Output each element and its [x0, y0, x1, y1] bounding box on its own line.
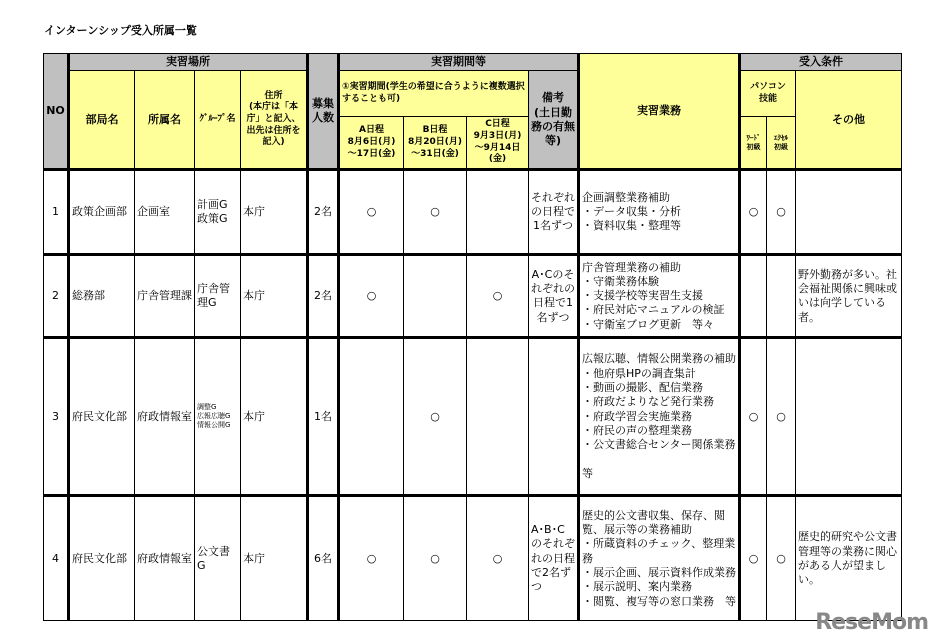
cell-c	[467, 338, 529, 496]
table-row	[44, 255, 902, 338]
cell-word: ○	[740, 496, 767, 621]
header-recruit: 募集人数	[308, 54, 339, 170]
header-accept-group: 受入条件	[740, 54, 902, 71]
cell-address: 本庁	[241, 170, 308, 255]
header-pc: パソコン 技能	[740, 71, 796, 117]
cell-remarks: A･Cのそれぞれの日程で1名ずつ	[529, 255, 579, 338]
cell-work: 庁舎管理業務の補助 ・守衛業務体験 ・支援学校等実習生支援 ・府民対応マニュアルの検証 ・守衛室ブログ更新 等々	[579, 255, 740, 338]
header-group: ｸﾞﾙｰﾌﾟ名	[195, 71, 241, 170]
cell-recruit: 6名	[308, 496, 339, 621]
cell-address: 本庁	[241, 496, 308, 621]
header-no: NO	[44, 54, 69, 170]
cell-other: 野外勤務が多い。社会福祉関係に興味或いは向学している者。	[796, 255, 902, 338]
cell-c	[467, 170, 529, 255]
cell-c: ○	[467, 255, 529, 338]
internship-table	[43, 53, 902, 621]
header-period-note: ①実習期間(学生の希望に合うように複数選択することも可)	[339, 71, 529, 117]
cell-work: 広報広聴、情報公開業務の補助 ・他府県HPの調査集計 ・動画の撮影、配信業務 ・府政だよりなど発行業務 ・府政学習会実施業務 ・府民の声の整理業務 ・公文書総合センター関係業務 等	[579, 338, 740, 496]
cell-section: 府政情報室	[135, 338, 195, 496]
cell-b: ○	[404, 170, 467, 255]
cell-section: 府政情報室	[135, 496, 195, 621]
table-row	[44, 170, 902, 255]
cell-address: 本庁	[241, 338, 308, 496]
cell-remarks: それぞれの日程で1名ずつ	[529, 170, 579, 255]
header-c: C日程 9月3日(月) ～9月14日 (金)	[467, 117, 529, 170]
cell-dept: 府民文化部	[69, 496, 135, 621]
cell-word: ○	[740, 170, 767, 255]
table-row	[44, 338, 902, 496]
cell-dept: 府民文化部	[69, 338, 135, 496]
cell-work: 企画調整業務補助 ・データ収集・分析 ・資料収集・整理等	[579, 170, 740, 255]
cell-recruit: 1名	[308, 338, 339, 496]
cell-b	[404, 255, 467, 338]
cell-group: 庁舎管理G	[195, 255, 241, 338]
page-title: インターンシップ受入所属一覧	[44, 24, 197, 37]
cell-address: 本庁	[241, 255, 308, 338]
header-a: A日程 8月6日(月) ～17日(金)	[339, 117, 404, 170]
cell-b: ○	[404, 338, 467, 496]
cell-a: ○	[339, 496, 404, 621]
cell-a: ○	[339, 255, 404, 338]
cell-group: 公文書G	[195, 496, 241, 621]
cell-work: 歴史的公文書収集、保存、閲覧、展示等の業務補助 ・所蔵資料のチェック、整理業務 ・展示企画、展示資料作成業務 ・展示説明、案内業務 ・閲覧、複写等の窓口業務 等	[579, 496, 740, 621]
header-period-group: 実習期間等	[339, 54, 579, 71]
cell-word	[740, 255, 767, 338]
cell-other	[796, 338, 902, 496]
cell-group: 調整G 広報広聴G 情報公開G	[195, 338, 241, 496]
header-remarks: 備考 (土日勤務の有無等)	[529, 71, 579, 170]
cell-no: 1	[44, 170, 69, 255]
cell-c: ○	[467, 496, 529, 621]
cell-remarks	[529, 338, 579, 496]
header-dept: 部局名	[69, 71, 135, 170]
header-b: B日程 8月20日(月) ～31日(金)	[404, 117, 467, 170]
cell-group: 計画G 政策G	[195, 170, 241, 255]
cell-recruit: 2名	[308, 255, 339, 338]
cell-no: 4	[44, 496, 69, 621]
cell-remarks: A･B･Cのそれぞれの日程で2名ずつ	[529, 496, 579, 621]
cell-dept: 政策企画部	[69, 170, 135, 255]
cell-dept: 総務部	[69, 255, 135, 338]
header-other: その他	[796, 71, 902, 170]
cell-excel: ○	[767, 338, 796, 496]
table-row	[44, 496, 902, 621]
header-work: 実習業務	[579, 54, 740, 170]
cell-excel: ○	[767, 170, 796, 255]
header-address: 住所 (本庁は「本庁」と記入、出先は住所を記入)	[241, 71, 308, 170]
cell-a	[339, 338, 404, 496]
cell-excel: ○	[767, 496, 796, 621]
cell-other	[796, 170, 902, 255]
cell-no: 2	[44, 255, 69, 338]
cell-section: 庁舎管理課	[135, 255, 195, 338]
header-section: 所属名	[135, 71, 195, 170]
header-place-group: 実習場所	[69, 54, 308, 71]
cell-no: 3	[44, 338, 69, 496]
header-excel: ｴｸｾﾙ 初級	[767, 117, 796, 170]
cell-word: ○	[740, 338, 767, 496]
header-word: ﾜｰﾄﾞ 初級	[740, 117, 767, 170]
cell-other: 歴史的研究や公文書管理等の業務に関心がある人が望ましい。	[796, 496, 902, 621]
cell-a: ○	[339, 170, 404, 255]
cell-b: ○	[404, 496, 467, 621]
watermark-logo: ReseMom	[815, 609, 928, 635]
cell-section: 企画室	[135, 170, 195, 255]
cell-excel	[767, 255, 796, 338]
cell-recruit: 2名	[308, 170, 339, 255]
